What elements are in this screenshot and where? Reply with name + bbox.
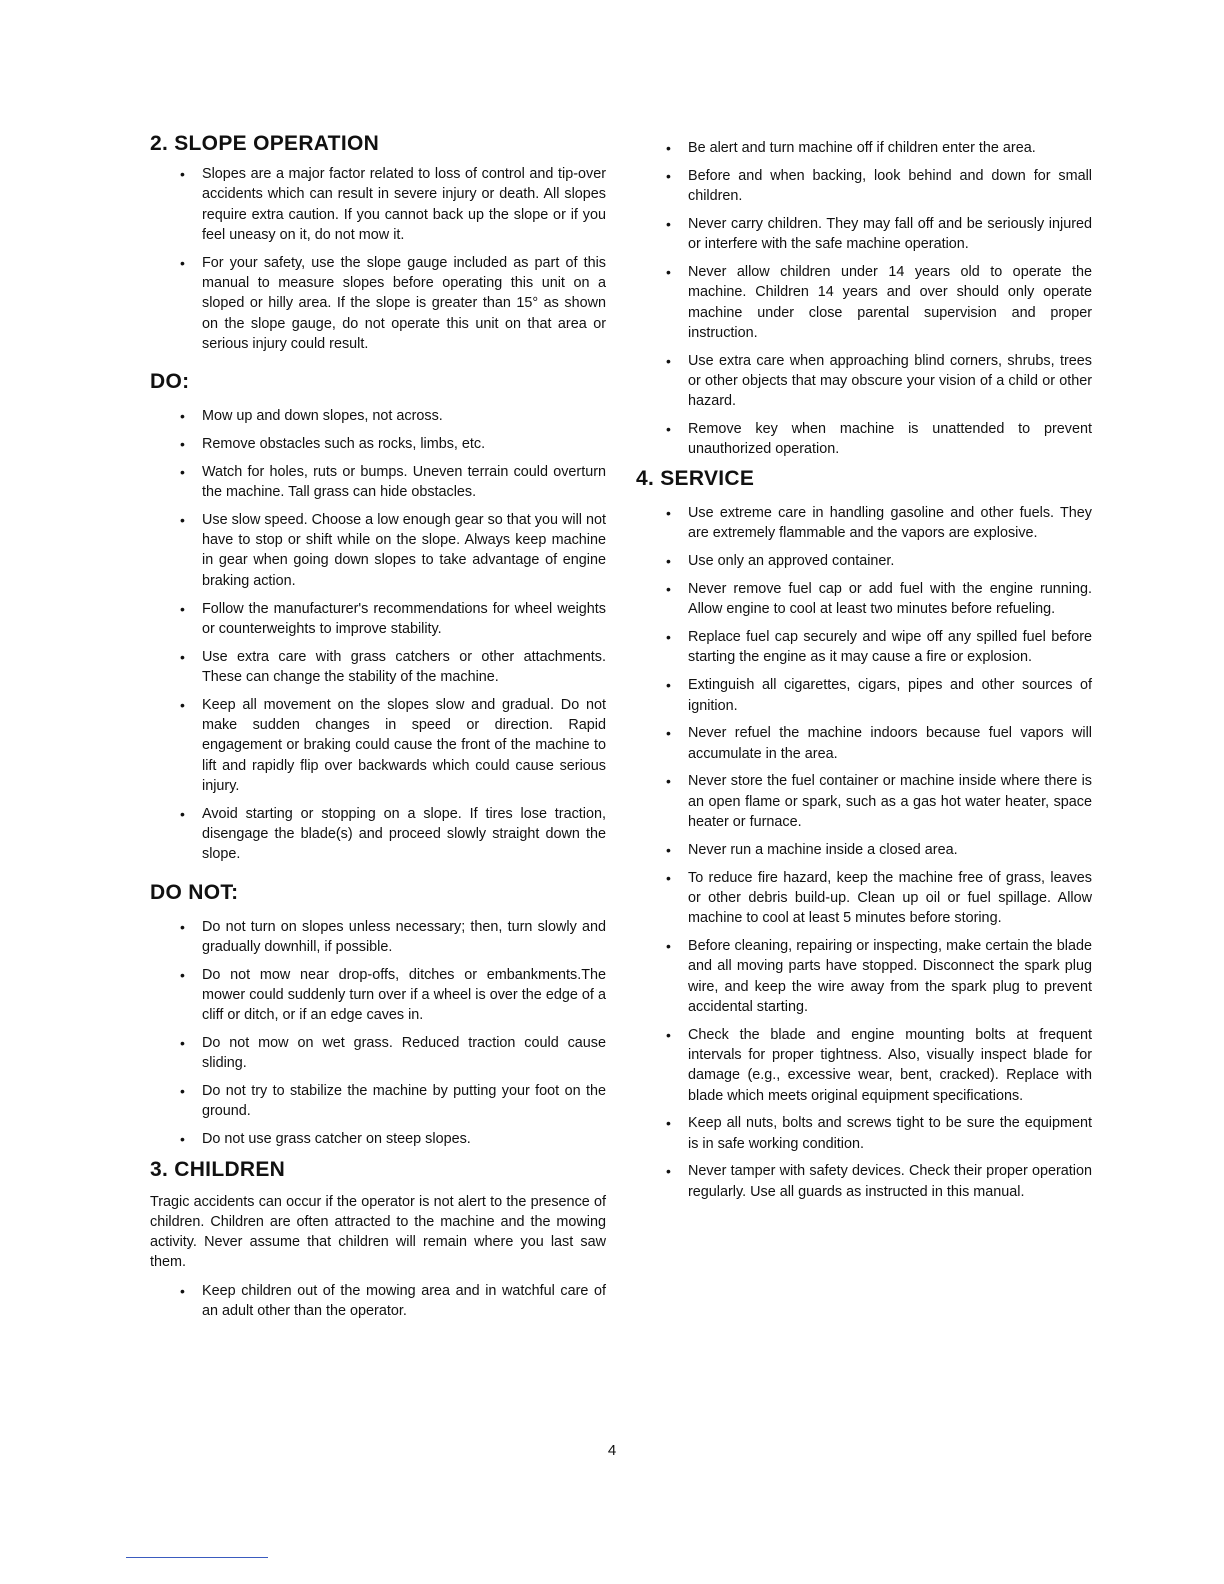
bullet-icon: • bbox=[180, 1131, 185, 1148]
list-item: • Remove obstacles such as rocks, limbs, etc. bbox=[180, 434, 606, 454]
list-item: • Remove key when machine is unattended to prevent unauthorized operation. bbox=[666, 421, 1092, 458]
slope-list bbox=[150, 164, 606, 354]
list-item: • Avoid starting or stopping on a slope. If tires lose traction, disengage the blade(s) and proceed slowly straight down the slope. bbox=[180, 805, 606, 863]
bullet-icon: • bbox=[666, 938, 671, 954]
bullet-icon: • bbox=[666, 352, 671, 369]
do-list bbox=[150, 406, 606, 864]
list-item: • Never allow children under 14 years old to operate the machine. Children 14 years and over should only operate machine under close parental supervision and proper instruction. bbox=[666, 263, 1092, 341]
bullet-icon: • bbox=[180, 918, 185, 935]
left-column bbox=[150, 132, 606, 1329]
list-item: • Never carry children. They may fall off and be seriously injured or interfere with the safe machine operation. bbox=[666, 215, 1092, 253]
bullet-icon: • bbox=[666, 1163, 671, 1180]
bullet-icon: • bbox=[666, 140, 671, 156]
service-list bbox=[636, 503, 1092, 1202]
bullet-icon: • bbox=[180, 166, 185, 182]
list-item: • To reduce fire hazard, keep the machine free of grass, leaves or other debris build-up. Clean up oil or fuel spillage. Allow machine to cool at least 5 minutes before storing. bbox=[666, 869, 1092, 927]
list-item: • Do not use grass catcher on steep slopes. bbox=[180, 1129, 606, 1149]
do-heading: DO: bbox=[150, 370, 190, 394]
bullet-icon: • bbox=[666, 1026, 671, 1043]
list-item: • Mow up and down slopes, not across. bbox=[180, 406, 606, 426]
list-item: • Be alert and turn machine off if children enter the area. bbox=[666, 138, 1092, 158]
list-item: • Watch for holes, ruts or bumps. Uneven terrain could overturn the machine. Tall grass can hide obstacles. bbox=[180, 463, 606, 501]
list-item: • Keep all movement on the slopes slow and gradual. Do not make sudden changes in speed or direction. Rapid engagement or braking could cause the front of the machine to lift and rapidly flip over backwards which could cause serious injury. bbox=[180, 696, 606, 794]
bullet-icon: • bbox=[180, 511, 185, 528]
bullet-icon: • bbox=[180, 1282, 185, 1299]
list-item: • Use extreme care in handling gasoline and other fuels. They are extremely flammable and the vapors are explosive. bbox=[666, 505, 1092, 542]
children-list-right bbox=[636, 138, 1092, 460]
list-item: • Never run a machine inside a closed area. bbox=[666, 840, 1092, 860]
bullet-icon: • bbox=[180, 435, 185, 452]
bullet-icon: • bbox=[180, 805, 185, 822]
list-item: • Use only an approved container. bbox=[666, 551, 1092, 571]
bullet-icon: • bbox=[666, 1115, 671, 1132]
bullet-icon: • bbox=[666, 553, 671, 570]
bullet-icon: • bbox=[180, 966, 185, 983]
bullet-icon: • bbox=[666, 725, 671, 742]
list-item: • Do not mow near drop-offs, ditches or embankments.The mower could suddenly turn over if a wheel is over the edge of a cliff or ditch, or if an edge caves in. bbox=[180, 966, 606, 1024]
bullet-icon: • bbox=[180, 408, 185, 425]
bullet-icon: • bbox=[666, 841, 671, 858]
bullet-icon: • bbox=[666, 869, 671, 886]
list-item: • Do not mow on wet grass. Reduced traction could cause sliding. bbox=[180, 1035, 606, 1072]
list-item: • Slopes are a major factor related to loss of control and tip-over accidents which can result in severe injury or death. All slopes require extra caution. If you cannot back up the slope or if you feel uneasy on it, do not mow it. bbox=[180, 166, 606, 243]
list-item: • Never refuel the machine indoors because fuel vapors will accumulate in the area. bbox=[666, 725, 1092, 762]
list-item: • Check the blade and engine mounting bolts at frequent intervals for proper tightness. Also, visually inspect blade for damage (e.g., excessive wear, bent, cracked). Replace with blade which meets original equipment specifications. bbox=[666, 1026, 1092, 1104]
bullet-icon: • bbox=[666, 421, 671, 438]
list-item: • For your safety, use the slope gauge included as part of this manual to measure slopes before operating this unit on a sloped or hilly area. If the slope is greater than 15° as shown on the slope gauge, do not operate this unit on that area or serious injury could result. bbox=[180, 254, 606, 352]
service-heading: 4. SERVICE bbox=[636, 467, 755, 491]
bullet-icon: • bbox=[666, 505, 671, 522]
list-item: • Before cleaning, repairing or inspecting, make certain the blade and all moving parts have stopped. Disconnect the spark plug wire, and keep the wire away from the spark plug to prevent accidental starting. bbox=[666, 938, 1092, 1015]
do-not-heading: DO NOT: bbox=[150, 880, 239, 904]
list-item: • Never remove fuel cap or add fuel with the engine running. Allow engine to cool at least two minutes before refueling. bbox=[666, 581, 1092, 618]
list-item: • Extinguish all cigarettes, cigars, pipes and other sources of ignition. bbox=[666, 677, 1092, 714]
bullet-icon: • bbox=[180, 1035, 185, 1052]
list-item: • Use extra care with grass catchers or other attachments. These can change the stability of the machine. bbox=[180, 648, 606, 685]
list-item: • Use slow speed. Choose a low enough gear so that you will not have to stop or shift while on the slope. Always keep machine in gear when going down slopes to take advantage of engine braking action. bbox=[180, 511, 606, 589]
list-item: • Never tamper with safety devices. Check their proper operation regularly. Use all guards as instructed in this manual. bbox=[666, 1163, 1092, 1200]
bullet-icon: • bbox=[666, 581, 671, 598]
list-item: • Keep children out of the mowing area and in watchful care of an adult other than the operator. bbox=[180, 1282, 606, 1320]
bullet-icon: • bbox=[180, 254, 185, 271]
list-item: • Do not try to stabilize the machine by putting your foot on the ground. bbox=[180, 1083, 606, 1120]
list-item: • Do not turn on slopes unless necessary; then, turn slowly and gradually downhill, if possible. bbox=[180, 918, 606, 955]
list-item: • Replace fuel cap securely and wipe off any spilled fuel before starting the engine as it may cause a fire or explosion. bbox=[666, 629, 1092, 666]
bullet-icon: • bbox=[666, 167, 671, 184]
do-not-list bbox=[150, 917, 606, 1150]
bullet-icon: • bbox=[180, 1083, 185, 1100]
children-heading: 3. CHILDREN bbox=[150, 1157, 286, 1181]
children-list-left bbox=[150, 1281, 606, 1322]
list-item: • Never store the fuel container or machine inside where there is an open flame or spark, such as a gas hot water heater, space heater or furnace. bbox=[666, 773, 1092, 831]
bullet-icon: • bbox=[666, 677, 671, 694]
bullet-icon: • bbox=[666, 215, 671, 232]
footer-rule bbox=[126, 1557, 268, 1558]
bullet-icon: • bbox=[180, 463, 185, 480]
right-column bbox=[636, 138, 1092, 1210]
bullet-icon: • bbox=[666, 629, 671, 646]
bullet-icon: • bbox=[666, 773, 671, 790]
list-item: • Use extra care when approaching blind corners, shrubs, trees or other objects that may obscure your vision of a child or other hazard. bbox=[666, 352, 1092, 410]
list-item: • Keep all nuts, bolts and screws tight to be sure the equipment is in safe working condition. bbox=[666, 1115, 1092, 1152]
slope-operation-heading: 2. SLOPE OPERATION bbox=[150, 132, 380, 155]
page-number: 4 bbox=[607, 1442, 617, 1459]
bullet-icon: • bbox=[180, 648, 185, 665]
list-item: • Before and when backing, look behind and down for small children. bbox=[666, 167, 1092, 205]
bullet-icon: • bbox=[666, 263, 671, 280]
list-item: • Follow the manufacturer's recommendations for wheel weights or counterweights to improve stability. bbox=[180, 600, 606, 637]
bullet-icon: • bbox=[180, 600, 185, 617]
children-intro: Tragic accidents can occur if the operator is not alert to the presence of children. Children are often attracted to the machine and the mowing activity. Never assume that children will remain where you last saw them. bbox=[150, 1193, 606, 1271]
bullet-icon: • bbox=[180, 696, 185, 713]
